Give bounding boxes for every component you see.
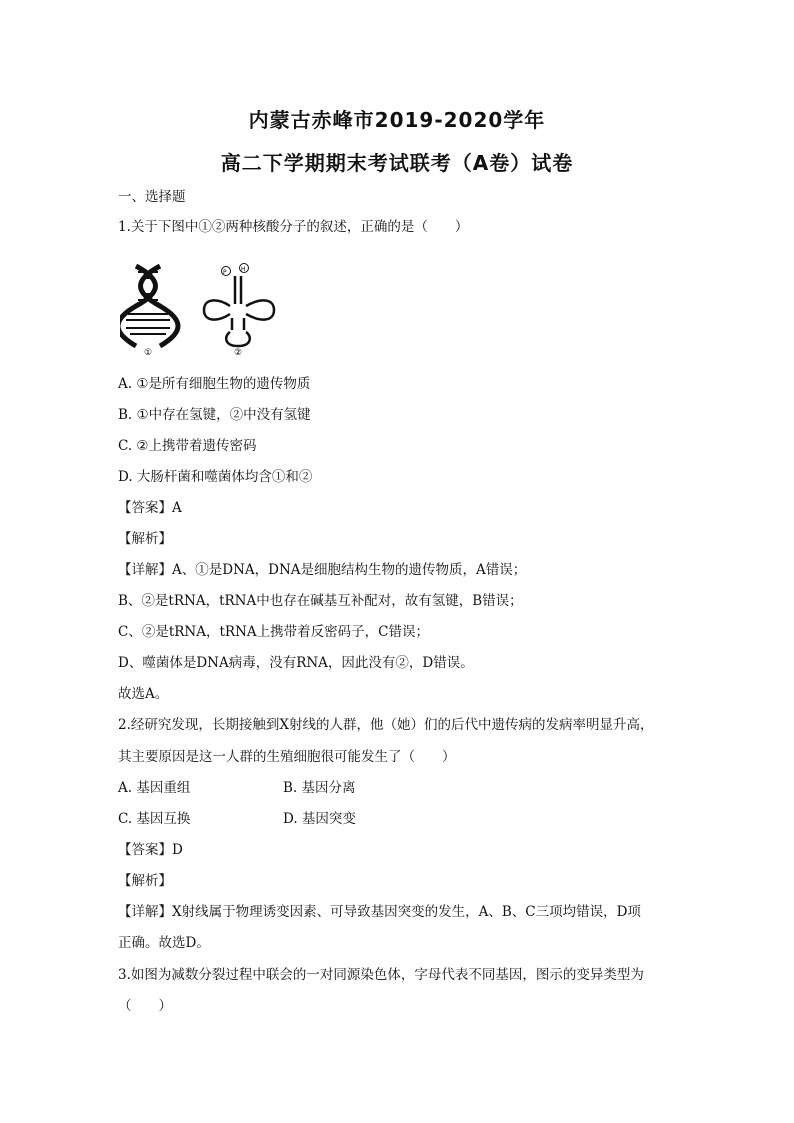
q1-detail-1: 【详解】A、①是DNA，DNA是细胞结构生物的遗传物质，A错误； — [118, 562, 527, 578]
q3-stem-2: （ ） — [118, 998, 172, 1014]
dna-helix-image — [120, 266, 178, 346]
figure-label-trna: ② — [234, 348, 243, 358]
q2-detail-1: 【详解】X射线属于物理诱变因素、可导致基因突变的发生，A、B、C三项均错误，D项 — [118, 904, 641, 920]
q2-answer: 【答案】D — [118, 842, 183, 858]
q2-analysis-label: 【解析】 — [118, 873, 172, 889]
q2-option-d: D. 基因突变 — [283, 811, 356, 827]
q1-detail-4: D、噬菌体是DNA病毒，没有RNA，因此没有②，D错误。 — [118, 655, 474, 671]
nucleic-acid-figure — [120, 262, 290, 358]
q2-option-c: C. 基因互换 — [118, 811, 191, 827]
title-line-1: 内蒙古赤峰市2019-2020学年 — [248, 108, 546, 132]
q1-detail-2: B、②是tRNA，tRNA中也存在碱基互补配对，故有氢键，B错误； — [118, 593, 523, 609]
title-line-2: 高二下学期期末考试联考（A卷）试卷 — [220, 151, 574, 175]
q2-option-b: B. 基因分离 — [283, 780, 356, 796]
q2-option-a: A. 基因重组 — [118, 780, 191, 796]
section-heading: 一、选择题 — [118, 189, 186, 205]
q1-stem: 1.关于下图中①②两种核酸分子的叙述，正确的是（ ） — [118, 219, 469, 235]
q1-conclusion: 故选A。 — [118, 686, 169, 702]
q2-stem-1: 2.经研究发现，长期接触到X射线的人群，他（她）们的后代中遗传病的发病率明显升高， — [118, 717, 654, 733]
figure-label-dna: ① — [144, 348, 153, 358]
q2-detail-2: 正确。故选D。 — [118, 935, 210, 951]
q1-analysis-label: 【解析】 — [118, 531, 172, 547]
q1-answer: 【答案】A — [118, 500, 182, 516]
q1-option-b: B. ①中存在氢键，②中没有氢键 — [118, 407, 311, 423]
q2-stem-2: 其主要原因是这一人群的生殖细胞很可能发生了（ ） — [118, 749, 456, 765]
q1-option-d: D. 大肠杆菌和噬菌体均含①和② — [118, 469, 313, 485]
figure-label-h: H — [241, 266, 246, 273]
q3-stem-1: 3.如图为减数分裂过程中联会的一对同源染色体，字母代表不同基因，图示的变异类型为 — [118, 967, 644, 983]
q1-detail-3: C、②是tRNA，tRNA上携带着反密码子，C错误； — [118, 624, 429, 640]
q1-option-c: C. ②上携带着遗传密码 — [118, 438, 257, 454]
q1-option-a: A. ①是所有细胞生物的遗传物质 — [118, 376, 311, 392]
trna-cloverleaf-image — [204, 264, 274, 347]
figure-label-p: P — [223, 269, 227, 276]
